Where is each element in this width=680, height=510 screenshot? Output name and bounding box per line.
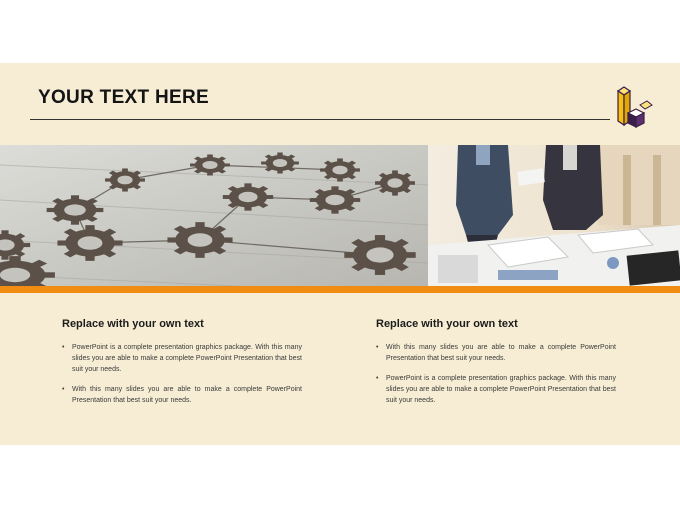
slide (0, 63, 680, 445)
gears-photo (0, 145, 428, 286)
meeting-photo (428, 145, 680, 286)
bullet-list (376, 342, 616, 406)
bullet-item: • With this many slides you are able to make a complete PowerPoint Presentation that best suit your needs. (62, 384, 302, 406)
bar-chart-logo-icon (614, 83, 654, 135)
bullet-item: • PowerPoint is a complete presentation graphics package. With this many slides you are able to make a complete PowerPoint Presentation that best suit your needs. (62, 342, 302, 375)
title-divider (30, 119, 610, 120)
slide-title: YOUR TEXT HERE (38, 87, 209, 108)
column-heading: Replace with your own text (62, 318, 204, 330)
bullet-item: • PowerPoint is a complete presentation graphics package. With this many slides you are able to make a complete PowerPoint Presentation that best suit your needs. (376, 373, 616, 406)
accent-bar (0, 286, 680, 293)
text-column-left (62, 318, 302, 415)
bullet-item: • With this many slides you are able to make a complete PowerPoint Presentation that best suit your needs. (376, 342, 616, 364)
text-column-right (376, 318, 616, 415)
bullet-list (62, 342, 302, 406)
column-heading: Replace with your own text (376, 318, 518, 330)
